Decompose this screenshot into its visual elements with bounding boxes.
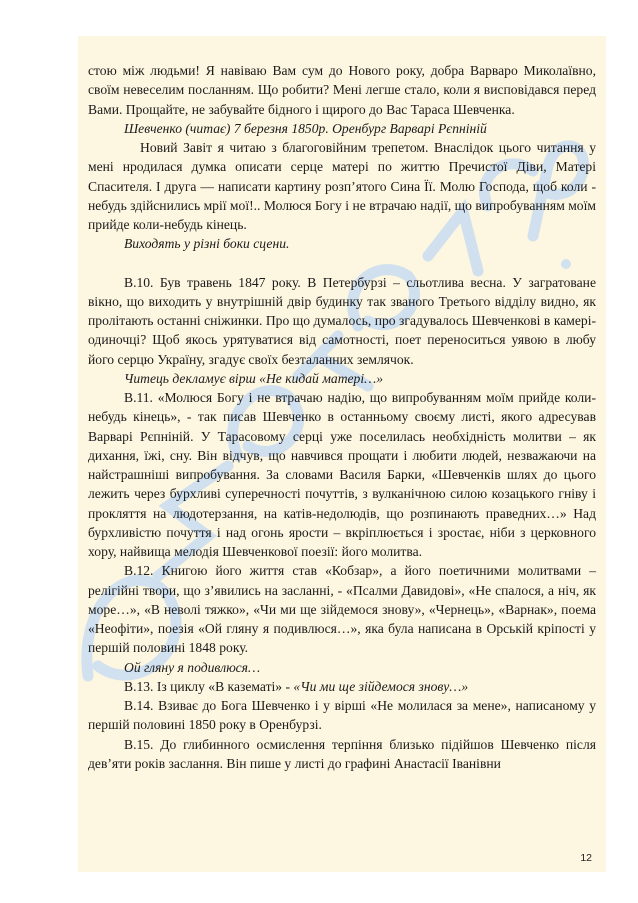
document-page <box>78 36 606 872</box>
paragraph-letter-ending: стою між людьми! Я навіваю Вам сум до Нового року, добра Варваро Миколаївно, своїм невеселим посланням. Що робити? Мені легше стало, коли я висповідався перед Вами. Прощайте, не забувайте бідного і щирого до Вас Тараса Шевченка. <box>88 63 596 117</box>
paragraph-v13 <box>88 677 596 696</box>
stage-direction-reading: Шевченко (читає) 7 березня 1850р. Оренбург Варварі Рєпніній <box>124 120 487 136</box>
paragraph-v13-poem: «Чи ми ще зійдемося знову…» <box>293 678 469 694</box>
stage-direction-exit: Виходять у різні боки сцени. <box>124 236 290 252</box>
stage-direction-reciter: Читець декламує вірш «Не кидай матері…» <box>124 370 384 386</box>
paragraph-v13-lead: В.13. Із циклу «В казематі» - <box>124 678 294 694</box>
paragraph-v15: В.15. До глибинного осмислення терпіння близько підійшов Шевченко після дев’яти років заслання. Він пише у листі до графині Анастасії Іванівни <box>88 736 596 771</box>
paragraph-v11: В.11. «Молюся Богу і не втрачаю надію, що випробуванням моїм прийде коли-небудь кінець», - так писав Шевченко в останньому своєму листі, якого адресував Варварі Рєпніній. У Тарасовому серці уже поселилась необхідність молитви – як дихання, їжі, сну. Він відчув, що навчився прощати і любити людей, незважаючи на найстрашніші випробування. За словами Василя Барки, «Шевченків шлях до цього лежить через бурхливі суперечності почуттів, з вулканічною силою козацького гніву і прокляття на людотерзання, на катів-недолюдів, що розпинають праведних…» Над бурхливістю почуття і над огонь ярости – вкріплюється і зростає, ніби з церковного хору, найвища мелодія Шевченкової поезії: його молитва. <box>88 390 596 559</box>
body-text <box>88 61 596 773</box>
paragraph-v12: В.12. Книгою його життя став «Кобзар», а його поетичними молитвами – релігійні твори, що з’явились на засланні, - «Псалми Давидові», «Не спалося, а ніч, як море…», «В неволі тяжко», «Чи ми ще зійдемося знову», «Чернець», «Варнак», поема «Неофіти», поезія «Ой гляну я подивлюся…», яка була написана в Орській кріпості у першій половині 1848 року. <box>88 563 596 656</box>
page-number: 12 <box>580 852 592 864</box>
paragraph-letter-text: Новий Завіт я читаю з благоговійним трепетом. Внаслідок цього читання у мені нродилася думка описати серце матері по життю Пречистої Діви, Матері Спасителя. І друга — написати картину розп’ятого Сина Її. Молю Господа, щоб коли - небудь здійснились мрії мої!.. Молюся Богу і не втрачаю надії, що випробуванням моїм прийде коли-небудь кінець. <box>88 140 596 232</box>
paragraph-v14: В.14. Взиває до Бога Шевченко і у вірші «Не молилася за мене», написаному у першій половині 1850 року в Оренбурзі. <box>88 698 596 733</box>
poem-title-line: Ой гляну я подивлюся… <box>124 659 261 675</box>
paragraph-v10: В.10. Був травень 1847 року. В Петербурзі – сльотлива весна. У загратоване вікно, що виходить у внутрішній двір будинку так званого Третього відділу видно, як пролітають останні сніжинки. Про що думалось, про згадувалось Шевченкові в камері-одиночці? Щоб якось урятуватися від самотності, поет переноситься уявою в любу його серцю Україну, згадує своїх безталанних землячок. <box>88 274 596 367</box>
